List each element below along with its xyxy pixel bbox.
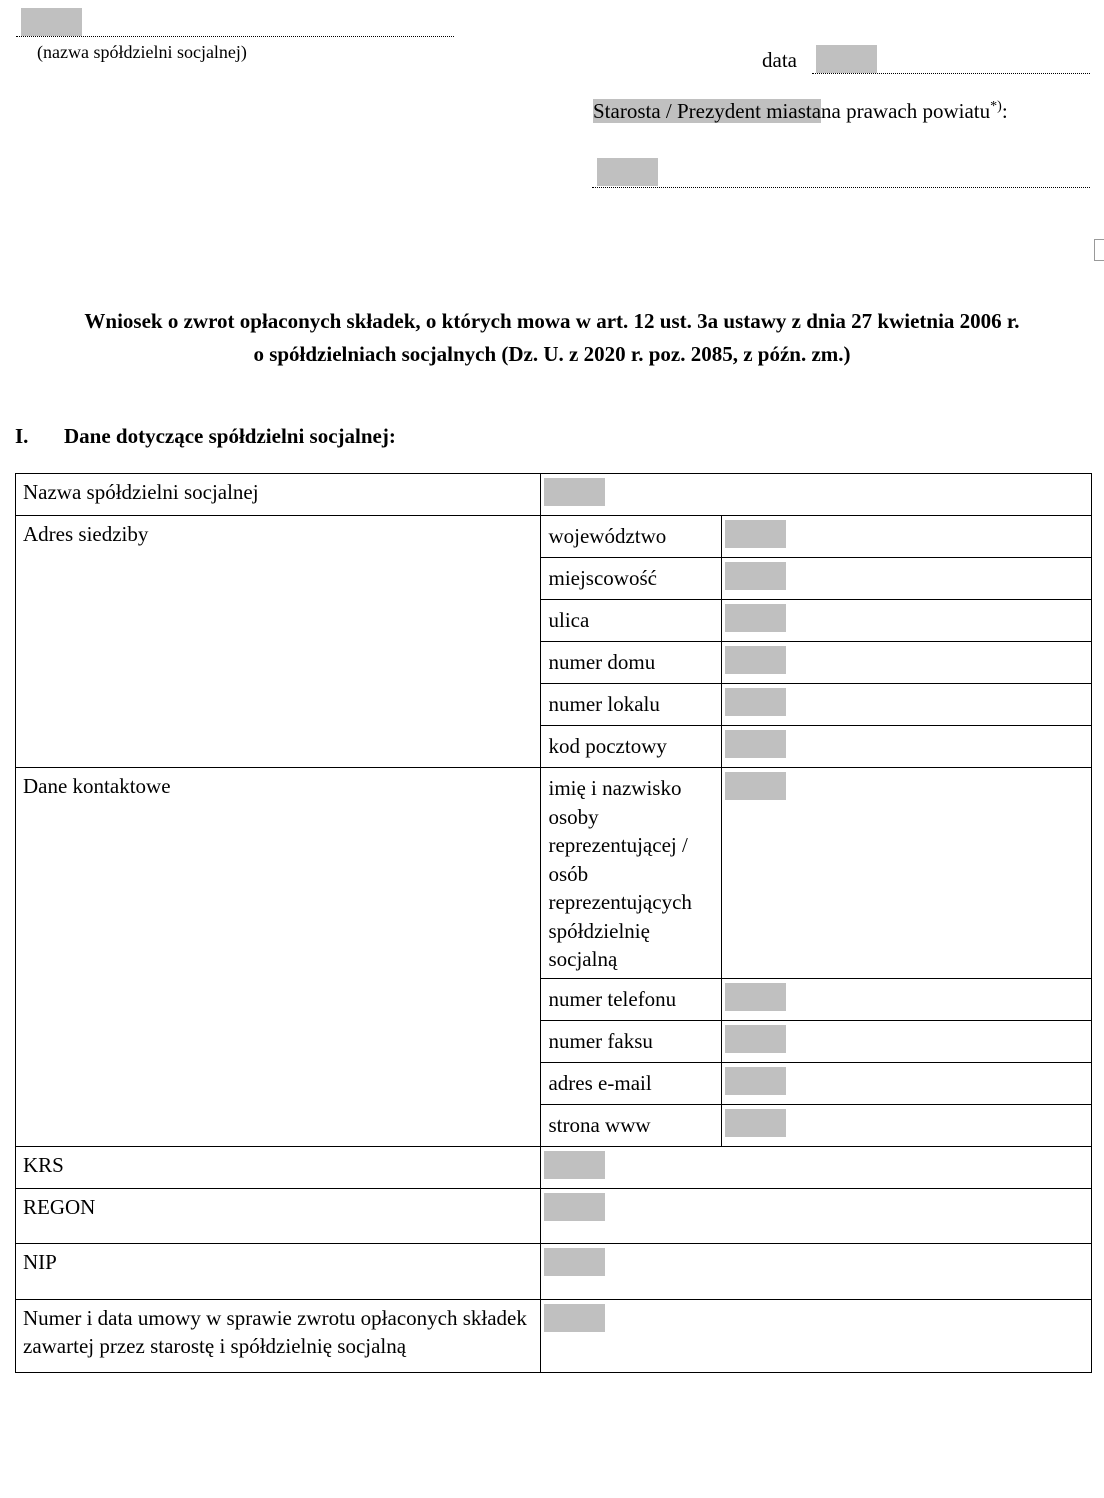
table-row xyxy=(16,516,1092,558)
postal-code-input[interactable] xyxy=(725,730,786,758)
agreement-input-cell xyxy=(541,1299,1092,1372)
agreement-input[interactable] xyxy=(544,1304,605,1332)
nip-label-cell xyxy=(16,1243,541,1299)
email-input[interactable] xyxy=(725,1067,786,1095)
voivodeship-label: województwo xyxy=(548,524,667,548)
date-label: data xyxy=(762,48,797,72)
email-label: adres e-mail xyxy=(548,1070,652,1095)
address-label: Adres siedziby xyxy=(23,522,149,546)
address-field-label-cell xyxy=(541,642,722,684)
apartment-number-input[interactable] xyxy=(725,688,786,716)
apartment-number-label: numer lokalu xyxy=(548,692,660,716)
address-input-cell xyxy=(722,642,1092,684)
address-input-cell xyxy=(722,600,1092,642)
title-line-2: o spółdzielniach socjalnych (Dz. U. z 2020 r. poz. 2085, z późn. zm.) xyxy=(253,342,851,366)
address-field-label-cell xyxy=(541,558,722,600)
coop-name-input[interactable] xyxy=(544,478,605,506)
contact-input-cell xyxy=(722,1062,1092,1104)
corner-mark xyxy=(1094,239,1104,261)
fax-input[interactable] xyxy=(725,1025,786,1053)
table-row xyxy=(16,474,1092,516)
addressee-rest: na prawach powiatu xyxy=(821,99,991,123)
address-label-cell xyxy=(16,516,541,768)
table-row xyxy=(16,1299,1092,1372)
name-label-cell xyxy=(16,474,541,516)
representative-label: imię i nazwisko osoby reprezentującej / osób reprezentujących spółdzielnię socjalną xyxy=(548,776,692,971)
addressee-highlight: Starosta / Prezydent miasta xyxy=(593,99,822,123)
contact-field-label-cell xyxy=(541,978,722,1020)
regon-input-cell xyxy=(541,1188,1092,1243)
website-input[interactable] xyxy=(725,1109,786,1137)
street-label: ulica xyxy=(548,608,590,632)
address-input-cell xyxy=(722,516,1092,558)
fax-label: numer faksu xyxy=(548,1028,653,1053)
contact-input-cell xyxy=(722,768,1092,979)
coop-name-line xyxy=(16,36,454,37)
house-number-label: numer domu xyxy=(548,650,656,674)
nip-input-cell xyxy=(541,1243,1092,1299)
address-input-cell xyxy=(722,684,1092,726)
name-label: Nazwa spółdzielni socjalnej xyxy=(23,480,259,504)
address-field-label-cell xyxy=(541,684,722,726)
website-label: strona www xyxy=(548,1112,651,1137)
address-field-label-cell xyxy=(541,726,722,768)
contact-label-cell xyxy=(16,768,541,1147)
phone-label: numer telefonu xyxy=(548,986,677,1011)
krs-input[interactable] xyxy=(544,1151,605,1179)
contact-field-label-cell xyxy=(541,768,722,979)
representative-input[interactable] xyxy=(725,772,786,800)
table-row xyxy=(16,1146,1092,1188)
nip-input[interactable] xyxy=(544,1248,605,1276)
krs-label-cell xyxy=(16,1146,541,1188)
coop-name-field[interactable] xyxy=(21,8,82,36)
contact-input-cell xyxy=(722,1020,1092,1062)
addressee-colon: : xyxy=(1001,99,1008,123)
addressee-line xyxy=(593,99,1008,124)
voivodeship-input[interactable] xyxy=(725,520,786,548)
city-label: miejscowość xyxy=(548,566,657,590)
date-field[interactable] xyxy=(816,45,877,73)
address-input-cell xyxy=(722,726,1092,768)
date-line xyxy=(812,73,1090,74)
address-field-label-cell xyxy=(541,600,722,642)
street-input[interactable] xyxy=(725,604,786,632)
agreement-label: Numer i data umowy w sprawie zwrotu opłaconych składek zawartej przez starostę i spółdzielnię socjalną xyxy=(23,1305,527,1358)
postal-code-label: kod pocztowy xyxy=(548,734,667,758)
table-row xyxy=(16,1243,1092,1299)
regon-input[interactable] xyxy=(544,1193,605,1221)
section-heading: Dane dotyczące spółdzielni socjalnej: xyxy=(64,424,396,448)
nip-label: NIP xyxy=(23,1249,57,1274)
agreement-label-cell xyxy=(16,1299,541,1372)
regon-label: REGON xyxy=(23,1194,96,1219)
contact-field-label-cell xyxy=(541,1104,722,1146)
coop-name-caption: (nazwa spółdzielni socjalnej) xyxy=(37,42,247,62)
house-number-input[interactable] xyxy=(725,646,786,674)
authority-line xyxy=(592,187,1090,188)
title-line-1: Wniosek o zwrot opłaconych składek, o których mowa w art. 12 ust. 3a ustawy z dnia 27 kwietnia 2006 r. xyxy=(84,309,1020,333)
authority-field[interactable] xyxy=(597,158,658,186)
table-row xyxy=(16,768,1092,979)
contact-input-cell xyxy=(722,978,1092,1020)
contact-label: Dane kontaktowe xyxy=(23,774,171,798)
addressee-footnote-mark: *) xyxy=(990,99,1002,114)
contact-field-label-cell xyxy=(541,1062,722,1104)
address-field-label-cell xyxy=(541,516,722,558)
krs-input-cell xyxy=(541,1146,1092,1188)
contact-input-cell xyxy=(722,1104,1092,1146)
address-input-cell xyxy=(722,558,1092,600)
table-row xyxy=(16,1188,1092,1243)
krs-label: KRS xyxy=(23,1152,64,1177)
contact-field-label-cell xyxy=(541,1020,722,1062)
name-input-cell xyxy=(541,474,1092,516)
section-number: I. xyxy=(15,424,29,448)
regon-label-cell xyxy=(16,1188,541,1243)
phone-input[interactable] xyxy=(725,983,786,1011)
city-input[interactable] xyxy=(725,562,786,590)
coop-data-table xyxy=(15,473,1092,1373)
